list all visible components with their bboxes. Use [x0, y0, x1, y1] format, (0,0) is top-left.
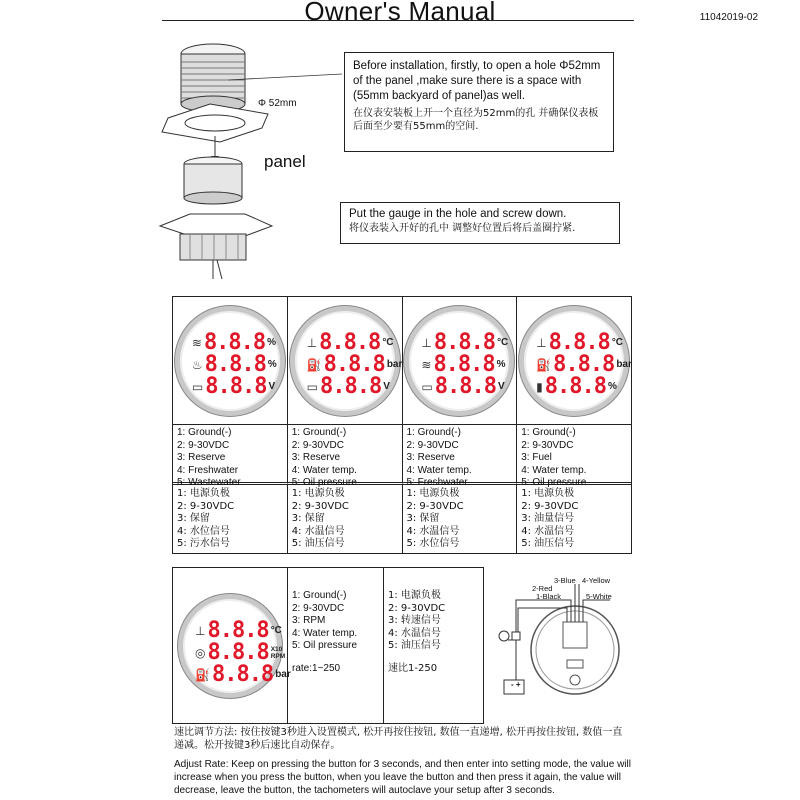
wire-label: 2: 9-30VDC	[388, 602, 446, 614]
wire-3-label: 3-Blue	[554, 576, 576, 585]
gauge-display-row	[306, 330, 394, 355]
wiring-cn-3	[403, 485, 518, 553]
wire-5-label: 5-White	[586, 592, 612, 601]
gauge-display-row	[421, 352, 506, 377]
gauge-unit: bar	[616, 359, 632, 370]
wire-label: 5: 污水信号	[177, 538, 230, 549]
header-rule	[162, 20, 634, 21]
rpm-gauge-cell	[173, 568, 291, 723]
wire-label: 3: Reserve	[406, 452, 455, 463]
gauge-cell-4	[517, 297, 631, 425]
wire-label: 1: 电源负极	[521, 488, 575, 499]
wire-label: 4: Water temp.	[291, 464, 357, 476]
gauge-indicator-icon: ▭	[421, 379, 433, 394]
step2-box	[340, 202, 620, 244]
wire-label: 4: Water temp.	[521, 464, 587, 476]
gauge-indicator-icon: ♨	[191, 357, 203, 372]
gauge-digits: 8.8.8	[544, 374, 606, 399]
gauge-indicator-icon: ◎	[195, 645, 206, 660]
wire-label: 4: 水位信号	[177, 525, 230, 537]
gauge-indicator-icon: ▭	[306, 379, 318, 394]
gauge-unit: %	[267, 337, 277, 348]
gauge-unit: %	[267, 359, 277, 370]
wire-label: 1: Ground(-)	[292, 590, 347, 601]
wire-label: 3: 保留	[406, 513, 440, 524]
gauge-display-row	[536, 374, 617, 399]
wiring-cn-1	[173, 485, 288, 553]
wiring-en-4	[517, 425, 631, 488]
gauge-unit: bar	[386, 359, 403, 370]
gauge-unit: bar	[275, 669, 291, 680]
gauge-display-row	[306, 374, 390, 399]
wire-label: 5: Oil pressure	[292, 640, 358, 651]
step1-english: Before installation, firstly, to open a hole Φ52mm of the panel ,make sure there is a space with (55mm backyard of panel)as well.	[353, 60, 601, 102]
wire-label: 4: Water temp.	[406, 464, 472, 476]
wiring-cn-2	[288, 485, 403, 553]
wire-label: 1: 电源负极	[291, 488, 345, 499]
rate-label: 速比1-250	[388, 662, 438, 674]
gauge-indicator-icon: ⛽	[306, 357, 322, 372]
gauge-digits: 8.8.8	[207, 618, 269, 643]
wire-label: 1: Ground(-)	[406, 427, 461, 438]
gauge-unit: X10 RPM	[270, 645, 286, 660]
gauge-indicator-icon: ⛽	[195, 667, 210, 682]
gauge-indicator-icon: ⊥	[195, 623, 206, 638]
gauge-unit: V	[383, 381, 390, 392]
step1-box	[344, 52, 614, 152]
wire-label: 4: Freshwater	[177, 464, 239, 476]
gauge-unit: °C	[497, 337, 509, 348]
gauge-indicator-icon: ⊥	[536, 335, 547, 350]
gauge-unit: V	[497, 381, 505, 392]
gauge-indicator-icon: ▭	[191, 379, 204, 394]
gauge-table	[172, 296, 632, 554]
gauge-digits: 8.8.8	[204, 352, 266, 377]
leader-lines	[226, 50, 346, 110]
wire-label: 4: 水温信号	[388, 627, 441, 639]
wire-label: 1: 电源负极	[388, 590, 441, 601]
wire-label: 2: 9-30VDC	[406, 500, 464, 512]
gauge-digits: 8.8.8	[211, 662, 274, 687]
gauge-digits: 8.8.8	[319, 330, 381, 355]
rpm-wiring-en	[288, 568, 384, 723]
wire-label: 4: 水温信号	[521, 525, 575, 537]
gauge-indicator-icon: ⛽	[536, 357, 552, 372]
adjust-rate-chinese: 速比调节方法: 按住按键3秒进入设置模式, 松开再按住按钮, 数值一直递增, 松开再按住按钮, 数值一直递减。松开按键3秒后速比自动保存。	[174, 727, 623, 751]
wire-label: 3: 保留	[177, 513, 210, 524]
gauge-display-row	[421, 330, 509, 355]
gauge-display-row	[191, 352, 277, 377]
gauge-display-row	[421, 374, 505, 399]
adjust-rate-english: Adjust Rate: Keep on pressing the button for 3 seconds, and then enter into setting mode, the value will increase when you press the button, when you leave the button and then press it again, the value will decrease, leave the button, the tachometers will autoclave your setup after 3 seconds.	[174, 759, 631, 796]
wire-label: 2: 9-30VDC	[521, 500, 579, 512]
wire-label: 2: 9-30VDC	[521, 439, 574, 451]
gauge-indicator-icon: ⊥	[306, 335, 318, 350]
gauge-display-row	[195, 618, 282, 643]
step2-chinese: 将仪表装入开好的孔中 调整好位置后将后盖圈拧紧.	[349, 223, 576, 234]
english-wiring-row	[173, 425, 631, 488]
gauge-display-row	[536, 330, 624, 355]
step2-english: Put the gauge in the hole and screw down.	[349, 208, 567, 220]
gauge-cell-3	[403, 297, 518, 425]
gauge-4	[519, 306, 632, 416]
wire-1-label: 1-Black	[536, 592, 562, 601]
wire-label: 2: 9-30VDC	[291, 439, 344, 451]
wire-label: 5: Wastewater	[177, 477, 241, 488]
gauge-display-row	[306, 352, 403, 377]
wire-label: 5: 水位信号	[406, 538, 460, 549]
wire-label: 1: Ground(-)	[291, 427, 347, 438]
gauge-cell-1	[173, 297, 288, 425]
wiring-en-2	[288, 425, 403, 488]
page-title: Owner's Manual	[304, 0, 496, 26]
gauge-digits: 8.8.8	[205, 374, 267, 399]
hole-dimension-label: Φ 52mm	[258, 98, 297, 109]
rpm-gauge	[178, 594, 291, 698]
wire-label: 3: 保留	[291, 513, 325, 524]
gauge-display-row	[191, 374, 276, 399]
wiring-en-3	[403, 425, 518, 488]
wire-label: 2: 9-30VDC	[177, 500, 235, 512]
gauge-digits: 8.8.8	[548, 330, 610, 355]
gauge-indicator-icon: ≋	[421, 357, 432, 372]
step1-chinese: 在仪表安装板上开一个直径为52mm的孔 并确保仪表板后面至少要有55mm的空间.	[353, 108, 599, 132]
gauge-digits: 8.8.8	[434, 374, 496, 399]
wire-label: 5: 油压信号	[521, 538, 575, 549]
gauge-unit: V	[268, 381, 276, 392]
wiring-en-1	[173, 425, 288, 488]
gauge-cell-2	[288, 297, 403, 425]
gauge-images-row	[173, 297, 631, 425]
wire-label: 1: 电源负极	[177, 488, 230, 499]
wire-label: 1: Ground(-)	[177, 427, 232, 438]
gauge-unit: %	[607, 381, 617, 392]
gauge-unit: °C	[382, 337, 394, 348]
wire-label: 2: 9-30VDC	[406, 439, 459, 451]
wire-label: 5: Oil pressure	[291, 477, 357, 488]
gauge-2	[290, 306, 403, 416]
gauge-digits: 8.8.8	[203, 330, 266, 355]
chinese-wiring-row	[173, 485, 631, 553]
wire-label: 4: Water temp.	[292, 627, 358, 639]
gauge-digits: 8.8.8	[433, 330, 496, 355]
document-code: 11042019-02	[699, 12, 758, 23]
gauge-display-row	[195, 662, 291, 687]
panel-label: panel	[264, 152, 306, 171]
gauge-digits: 8.8.8	[319, 374, 382, 399]
wire-label: 2: 9-30VDC	[292, 602, 345, 614]
gauge-3	[404, 306, 514, 416]
wire-label: 3: Fuel	[521, 452, 552, 463]
wire-label: 4: 水温信号	[406, 525, 460, 537]
wire-4-label: 4-Yellow	[582, 576, 611, 585]
gauge-display-row	[195, 640, 286, 665]
gauge-unit: °C	[270, 625, 282, 636]
gauge-indicator-icon: ≋	[191, 335, 202, 350]
gauge-digits: 8.8.8	[553, 352, 615, 377]
wire-label: 2: 9-30VDC	[177, 439, 230, 451]
wire-label: 5: 油压信号	[388, 640, 441, 651]
wire-label: 3: RPM	[292, 615, 326, 626]
wire-label: 5: Oil pressure	[521, 477, 587, 488]
gauge-unit: %	[496, 359, 506, 370]
wire-label: 4: 水温信号	[291, 525, 345, 537]
wire-label: 3: 转速信号	[388, 615, 441, 626]
rpm-gauge-table	[172, 567, 484, 724]
gauge-display-row	[536, 352, 632, 377]
wire-label: 5: Freshwater	[406, 477, 468, 488]
gauge-unit: °C	[611, 337, 624, 348]
wiring-cn-4	[517, 485, 631, 553]
rpm-wiring-cn	[384, 568, 483, 723]
wire-label: 3: 油量信号	[521, 513, 575, 524]
gauge-digits: 8.8.8	[207, 640, 269, 665]
wire-label: 1: Ground(-)	[521, 427, 576, 438]
gauge-indicator-icon: ▮	[536, 379, 543, 394]
gauge-display-row	[191, 330, 277, 355]
wire-label: 3: Reserve	[177, 452, 226, 463]
battery-label: - +	[511, 680, 521, 689]
gauge-indicator-icon: ⊥	[421, 335, 432, 350]
gauge-digits: 8.8.8	[433, 352, 495, 377]
wire-2-label: 2-Red	[532, 584, 553, 593]
wire-label: 1: 电源负极	[406, 488, 460, 499]
wire-label: 2: 9-30VDC	[291, 500, 349, 512]
wire-label: 5: 油压信号	[291, 538, 345, 549]
gauge-digits: 8.8.8	[323, 352, 385, 377]
rate-label: rate:1~250	[292, 662, 341, 674]
gauge-1	[175, 306, 285, 416]
wire-label: 3: Reserve	[291, 452, 341, 463]
